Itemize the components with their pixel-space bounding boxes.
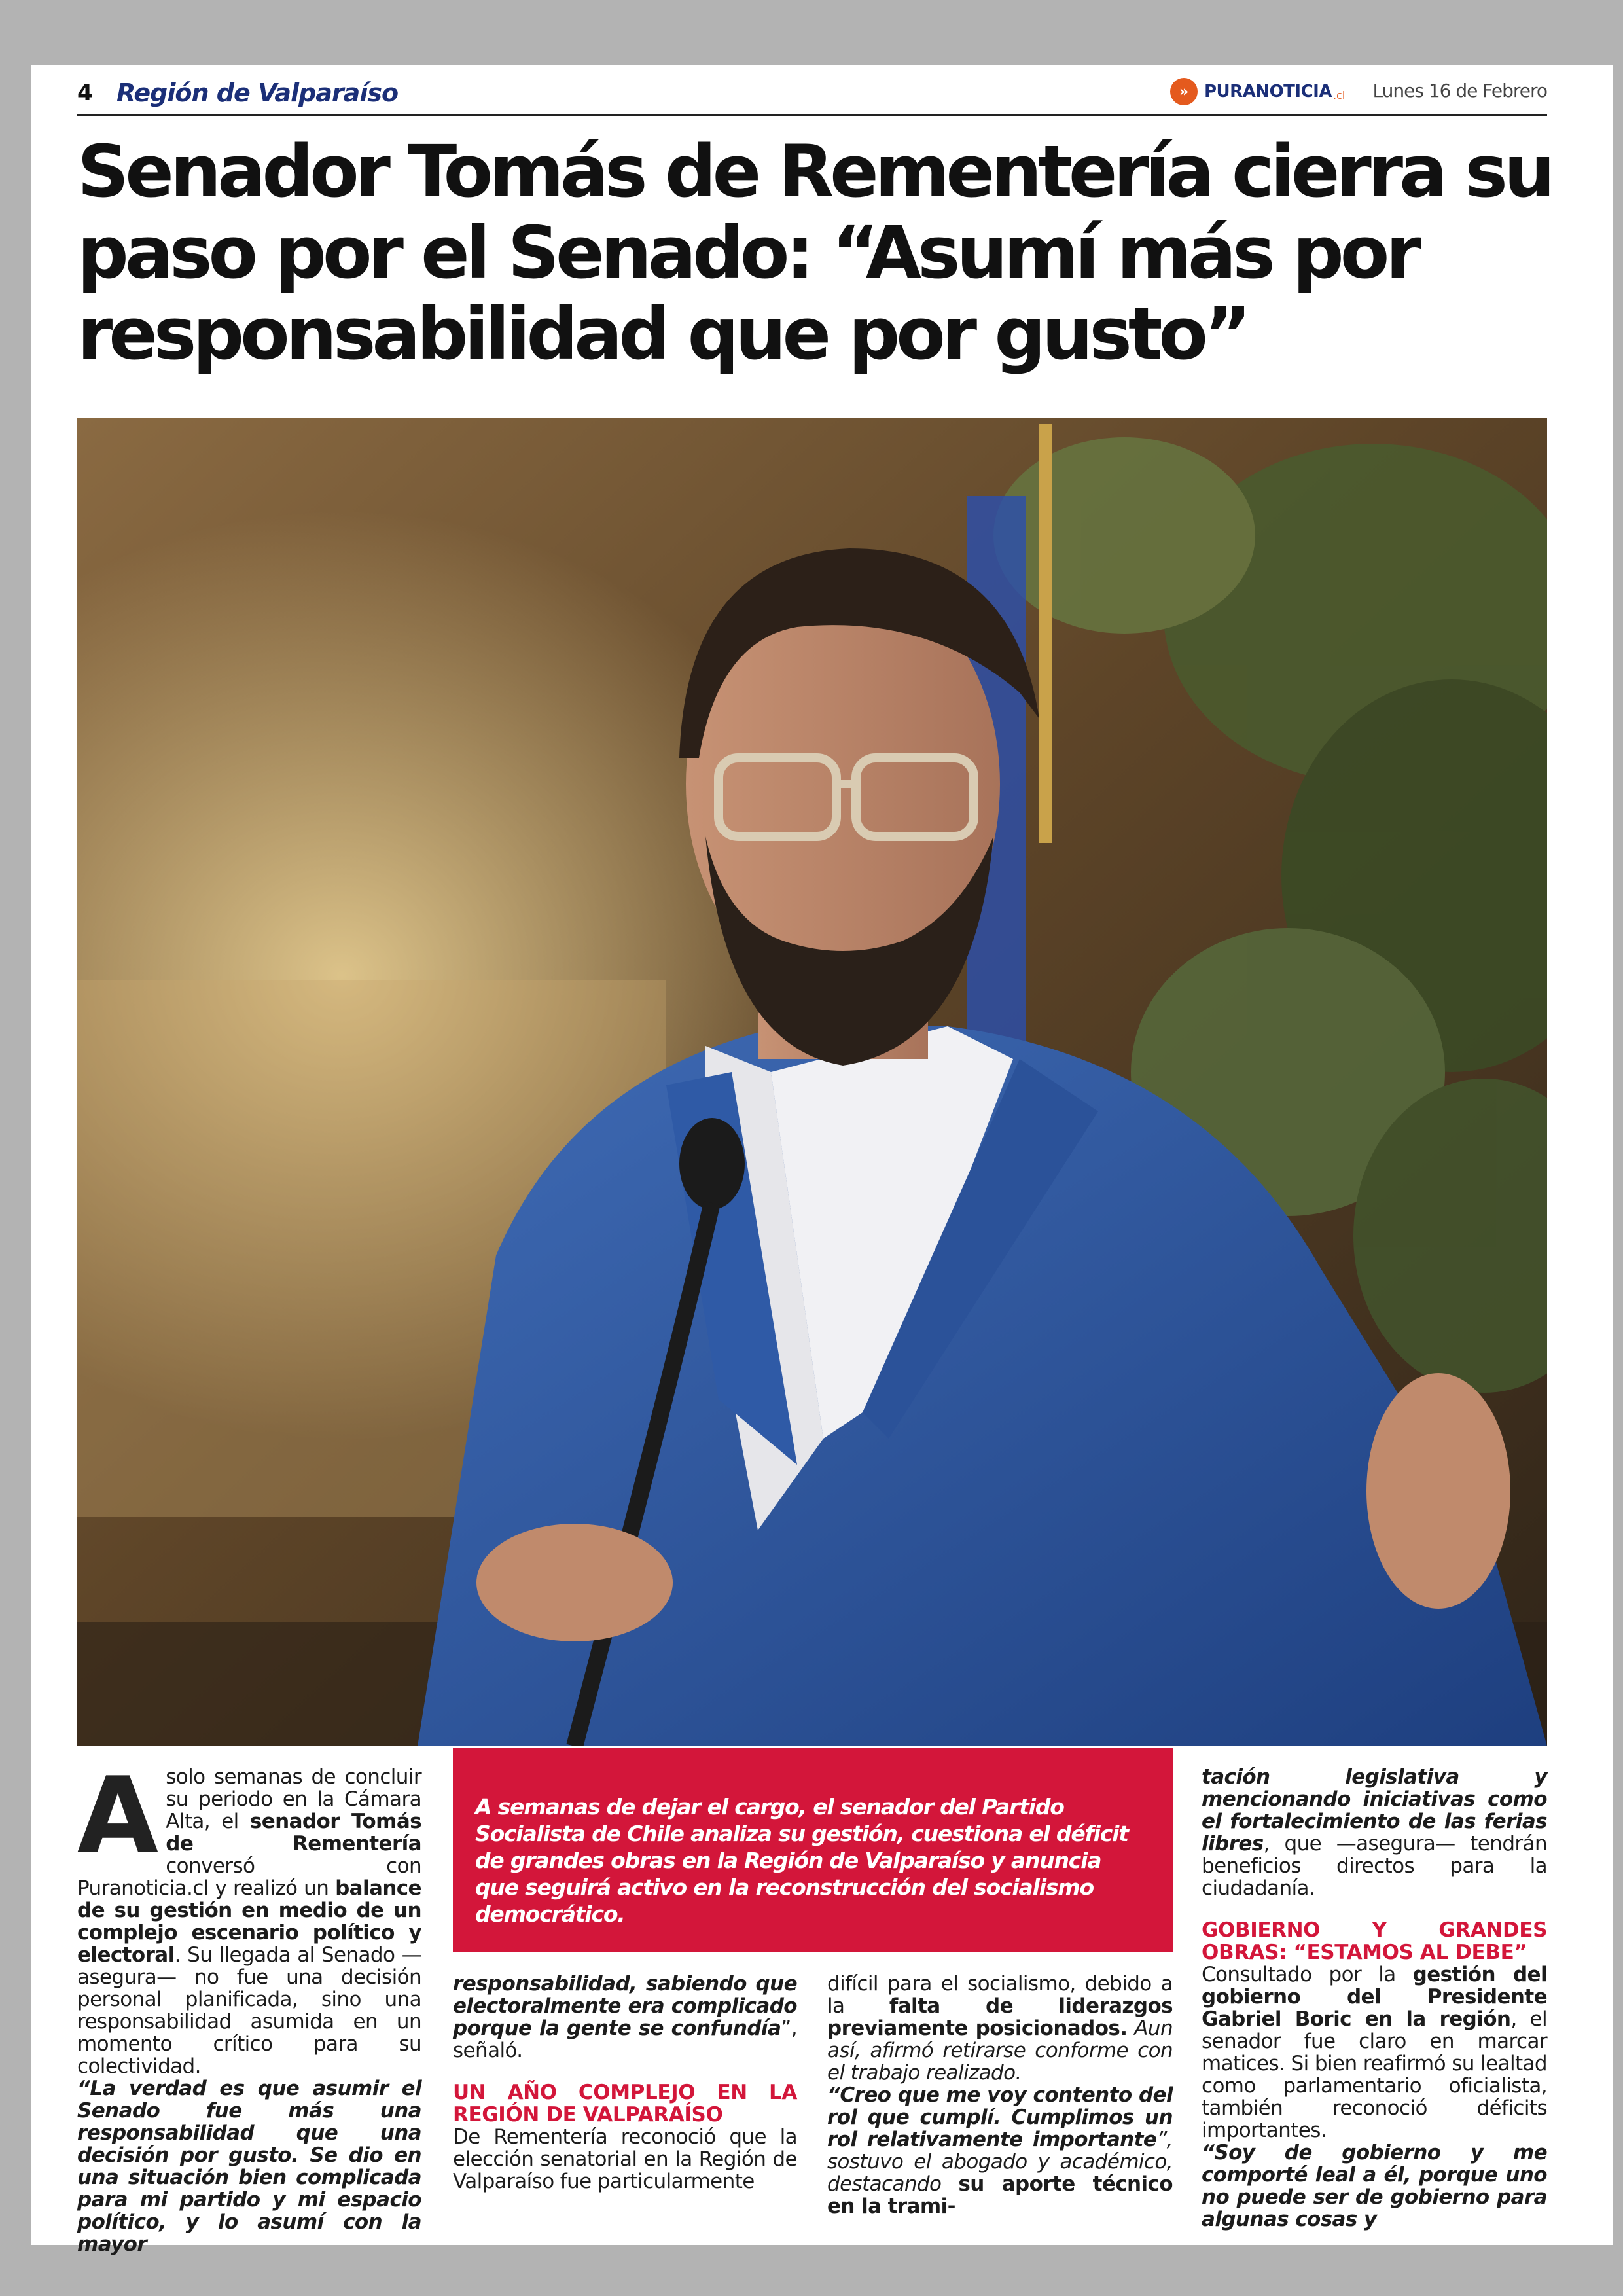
subhead-gobierno: GOBIERNO Y GRANDES OBRAS: “ESTAMOS AL DEBE” (1202, 1918, 1547, 1964)
article-column-3 (827, 1973, 1173, 2217)
brand-tld: .cl (1332, 88, 1346, 101)
col4-text-b: , que —asegura— tendrán beneficios directos para la ciudadanía. (1202, 1832, 1547, 1900)
col4-bold-d: gestión del gobierno del Presidente Gabriel Boric en la región (1202, 1963, 1547, 2031)
standfirst-box: A semanas de dejar el cargo, el senador del Partido Socialista de Chile analiza su gestión, cuestiona el déficit de grandes obras en la Región de Valparaíso y anuncia que seguirá activo en la reconstrucción del socialismo democrático. (453, 1748, 1173, 1952)
section-title: Región de Valparaíso (116, 79, 399, 107)
headline: Senador Tomás de Rementería cierra su paso por el Senado: “Asumí más por responsabilidad que por gusto” (77, 130, 1552, 376)
senator-photo-illustration (77, 418, 1547, 1746)
subhead-region: UN AÑO COMPLEJO EN LA REGIÓN DE VALPARAÍSO (453, 2081, 797, 2126)
col1-text-c: conversó con Puranoticia.cl y realizó un (77, 1854, 421, 1900)
col1-text-e: . Su llegada al Senado —asegura— no fue una decisión personal planificada, sino una responsabilidad asumida en un momento crítico para su colectividad. (77, 1943, 421, 2078)
col2-text: ”, señaló. (453, 2017, 797, 2062)
issue-date: Lunes 16 de Febrero (1372, 80, 1547, 101)
col3-text-c: Aun así, afirmó retirarse conforme con el trabajo realizado. (827, 2017, 1173, 2085)
page-number: 4 (77, 80, 93, 106)
col2-quote-end: responsabilidad, sabiendo que electoralmente era complicado porque la gente se confundía (453, 1972, 797, 2040)
article-photo (77, 418, 1547, 1746)
col1-bold-b: senador Tomás de Rementería (166, 1810, 421, 1856)
drop-cap: A (77, 1754, 158, 1876)
col3-text-d: ”, sostuvo el abogado y académico, destacando (827, 2128, 1173, 2196)
brand (1170, 77, 1345, 106)
col4-quote: “Soy de gobierno y me comporté leal a él, porque uno no puede ser de gobierno para algunas cosas y (1202, 2141, 1547, 2231)
brand-name: PURANOTICIA (1204, 82, 1332, 101)
article-column-4 (1202, 1766, 1547, 2231)
col1-text-a: solo semanas de concluir su periodo en la Cámara Alta, el (166, 1765, 421, 1833)
article-column-2 (453, 1973, 797, 2193)
col3-bold-e: su aporte técnico en la trami- (827, 2172, 1173, 2218)
col1-quote: “La verdad es que asumir el Senado fue más una responsabilidad que una decisión por gusto. Se dio en una situación bien complicada para mi partido y mi espacio político, y lo asumí con la mayor (77, 2077, 421, 2256)
article-column-1 (77, 1754, 421, 2256)
col3-bold-b: falta de liderazgos previamente posicionados. (827, 1994, 1173, 2040)
col2-paragraph: De Rementería reconoció que la elección senatorial en la Región de Valparaíso fue particularmente (453, 2125, 797, 2193)
page-header (77, 77, 1547, 116)
col4-text-c: Consultado por la (1202, 1963, 1413, 1986)
col4-bold-a: tación legislativa y mencionando iniciativas como el fortalecimiento de las ferias libres (1202, 1765, 1547, 1856)
col4-text-e: , el senador fue claro en marcar matices. Si bien reafirmó su lealtad como parlamentario oficialista, también reconoció déficits importantes. (1202, 2007, 1547, 2142)
col3-text-a: difícil para el socialismo, debido a la (827, 1972, 1173, 2018)
puranoticia-logo-icon: » (1170, 78, 1198, 105)
col3-quote: “Creo que me voy contento del rol que cumplí. Cumplimos un rol relativamente importante (827, 2083, 1173, 2151)
col1-bold-d: balance de su gestión en medio de un complejo escenario político y electoral (77, 1876, 421, 1967)
